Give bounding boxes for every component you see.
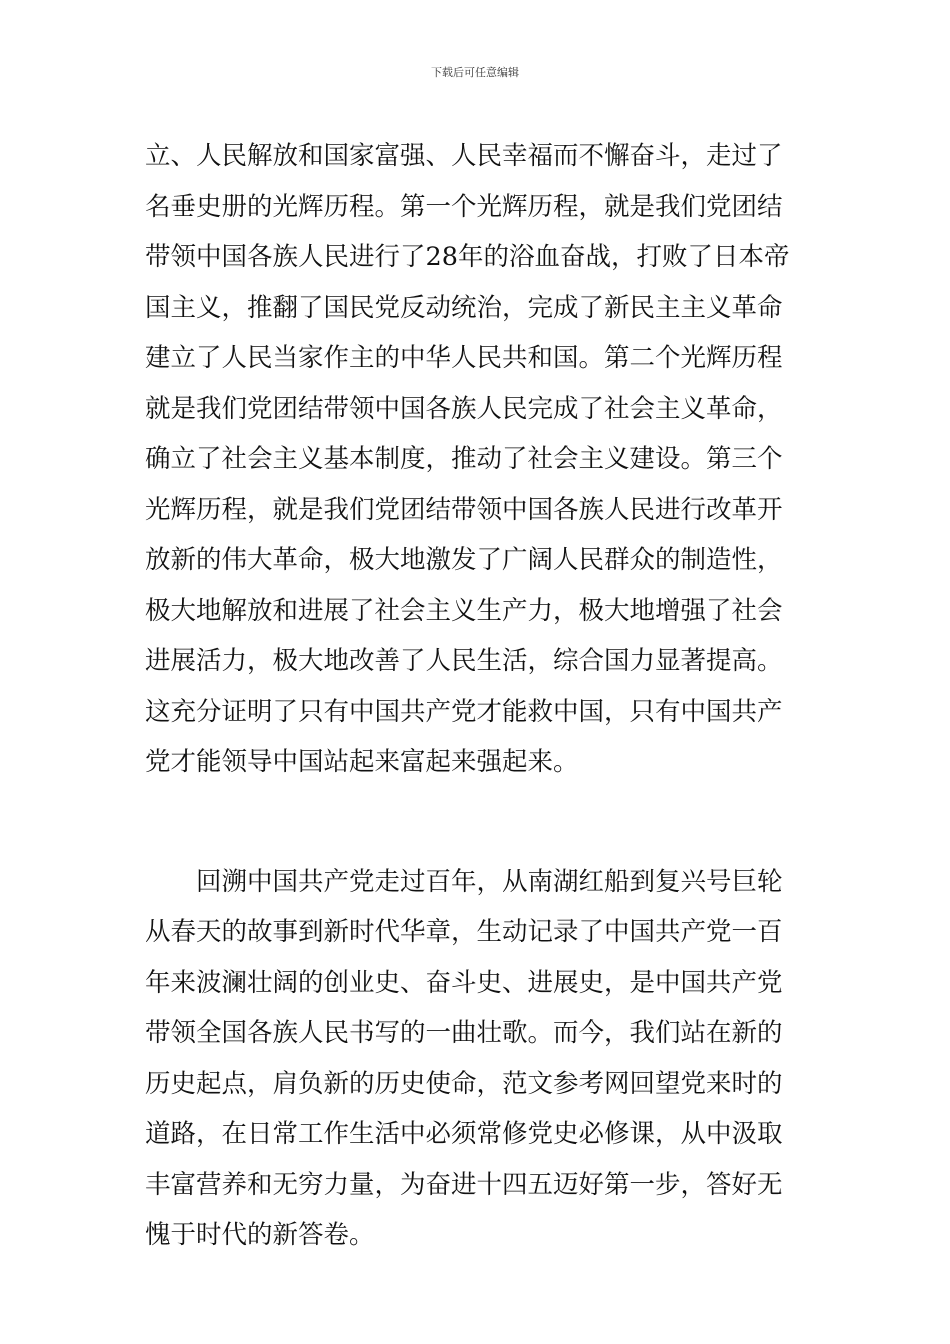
paragraph-1 [145,131,807,788]
text-line: 道路，在日常工作生活中必须常修党史必修课，从中汲取 [145,1119,783,1149]
text-line: 就是我们党团结带领中国各族人民完成了社会主义革命， [145,393,783,424]
paragraph-spacer [145,788,807,857]
text-line: 国主义，推翻了国民党反动统治，完成了新民主主义革命 [145,292,783,323]
page-header: 下载后可任意编辑 [431,66,519,79]
text-line: 放新的伟大革命，极大地激发了广阔人民群众的制造性， [145,545,783,575]
text-line: 光辉历程，就是我们党团结带领中国各族人民进行改革开 [145,494,783,525]
paragraph-2 [145,857,807,1261]
text-line: 愧于时代的新答卷。 [145,1220,375,1250]
text-line: 名垂史册的光辉历程。第一个光辉历程，就是我们党团结 [145,191,783,222]
text-line: 建立了人民当家作主的中华人民共和国。第二个光辉历程 [145,343,783,373]
text-line: 确立了社会主义基本制度，推动了社会主义建设。第三个 [145,444,783,474]
text-line: 从春天的故事到新时代华章，生动记录了中国共产党一百 [145,917,783,947]
text-line: 立、人民解放和国家富强、人民幸福而不懈奋斗，走过了 [145,141,783,171]
text-line: 回溯中国共产党走过百年，从南湖红船到复兴号巨轮 [145,866,783,897]
text-line: 带领全国各族人民书写的一曲壮歌。而今，我们站在新的 [145,1018,783,1048]
document-body [145,131,807,1261]
text-line: 党才能领导中国站起来富起来强起来。 [145,747,579,777]
text-line: 进展活力，极大地改善了人民生活，综合国力显著提高。 [145,646,783,676]
text-line: 丰富营养和无穷力量，为奋进十四五迈好第一步，答好无 [145,1169,783,1200]
text-line: 极大地解放和进展了社会主义生产力，极大地增强了社会 [145,595,783,626]
text-line: 这充分证明了只有中国共产党才能救中国，只有中国共产 [145,696,783,727]
text-line: 带领中国各族人民进行了28年的浴血奋战，打败了日本帝 [145,242,790,272]
text-line: 年来波澜壮阔的创业史、奋斗史、进展史，是中国共产党 [145,967,783,998]
text-line: 历史起点，肩负新的历史使命，范文参考网回望党来时的 [145,1068,783,1099]
